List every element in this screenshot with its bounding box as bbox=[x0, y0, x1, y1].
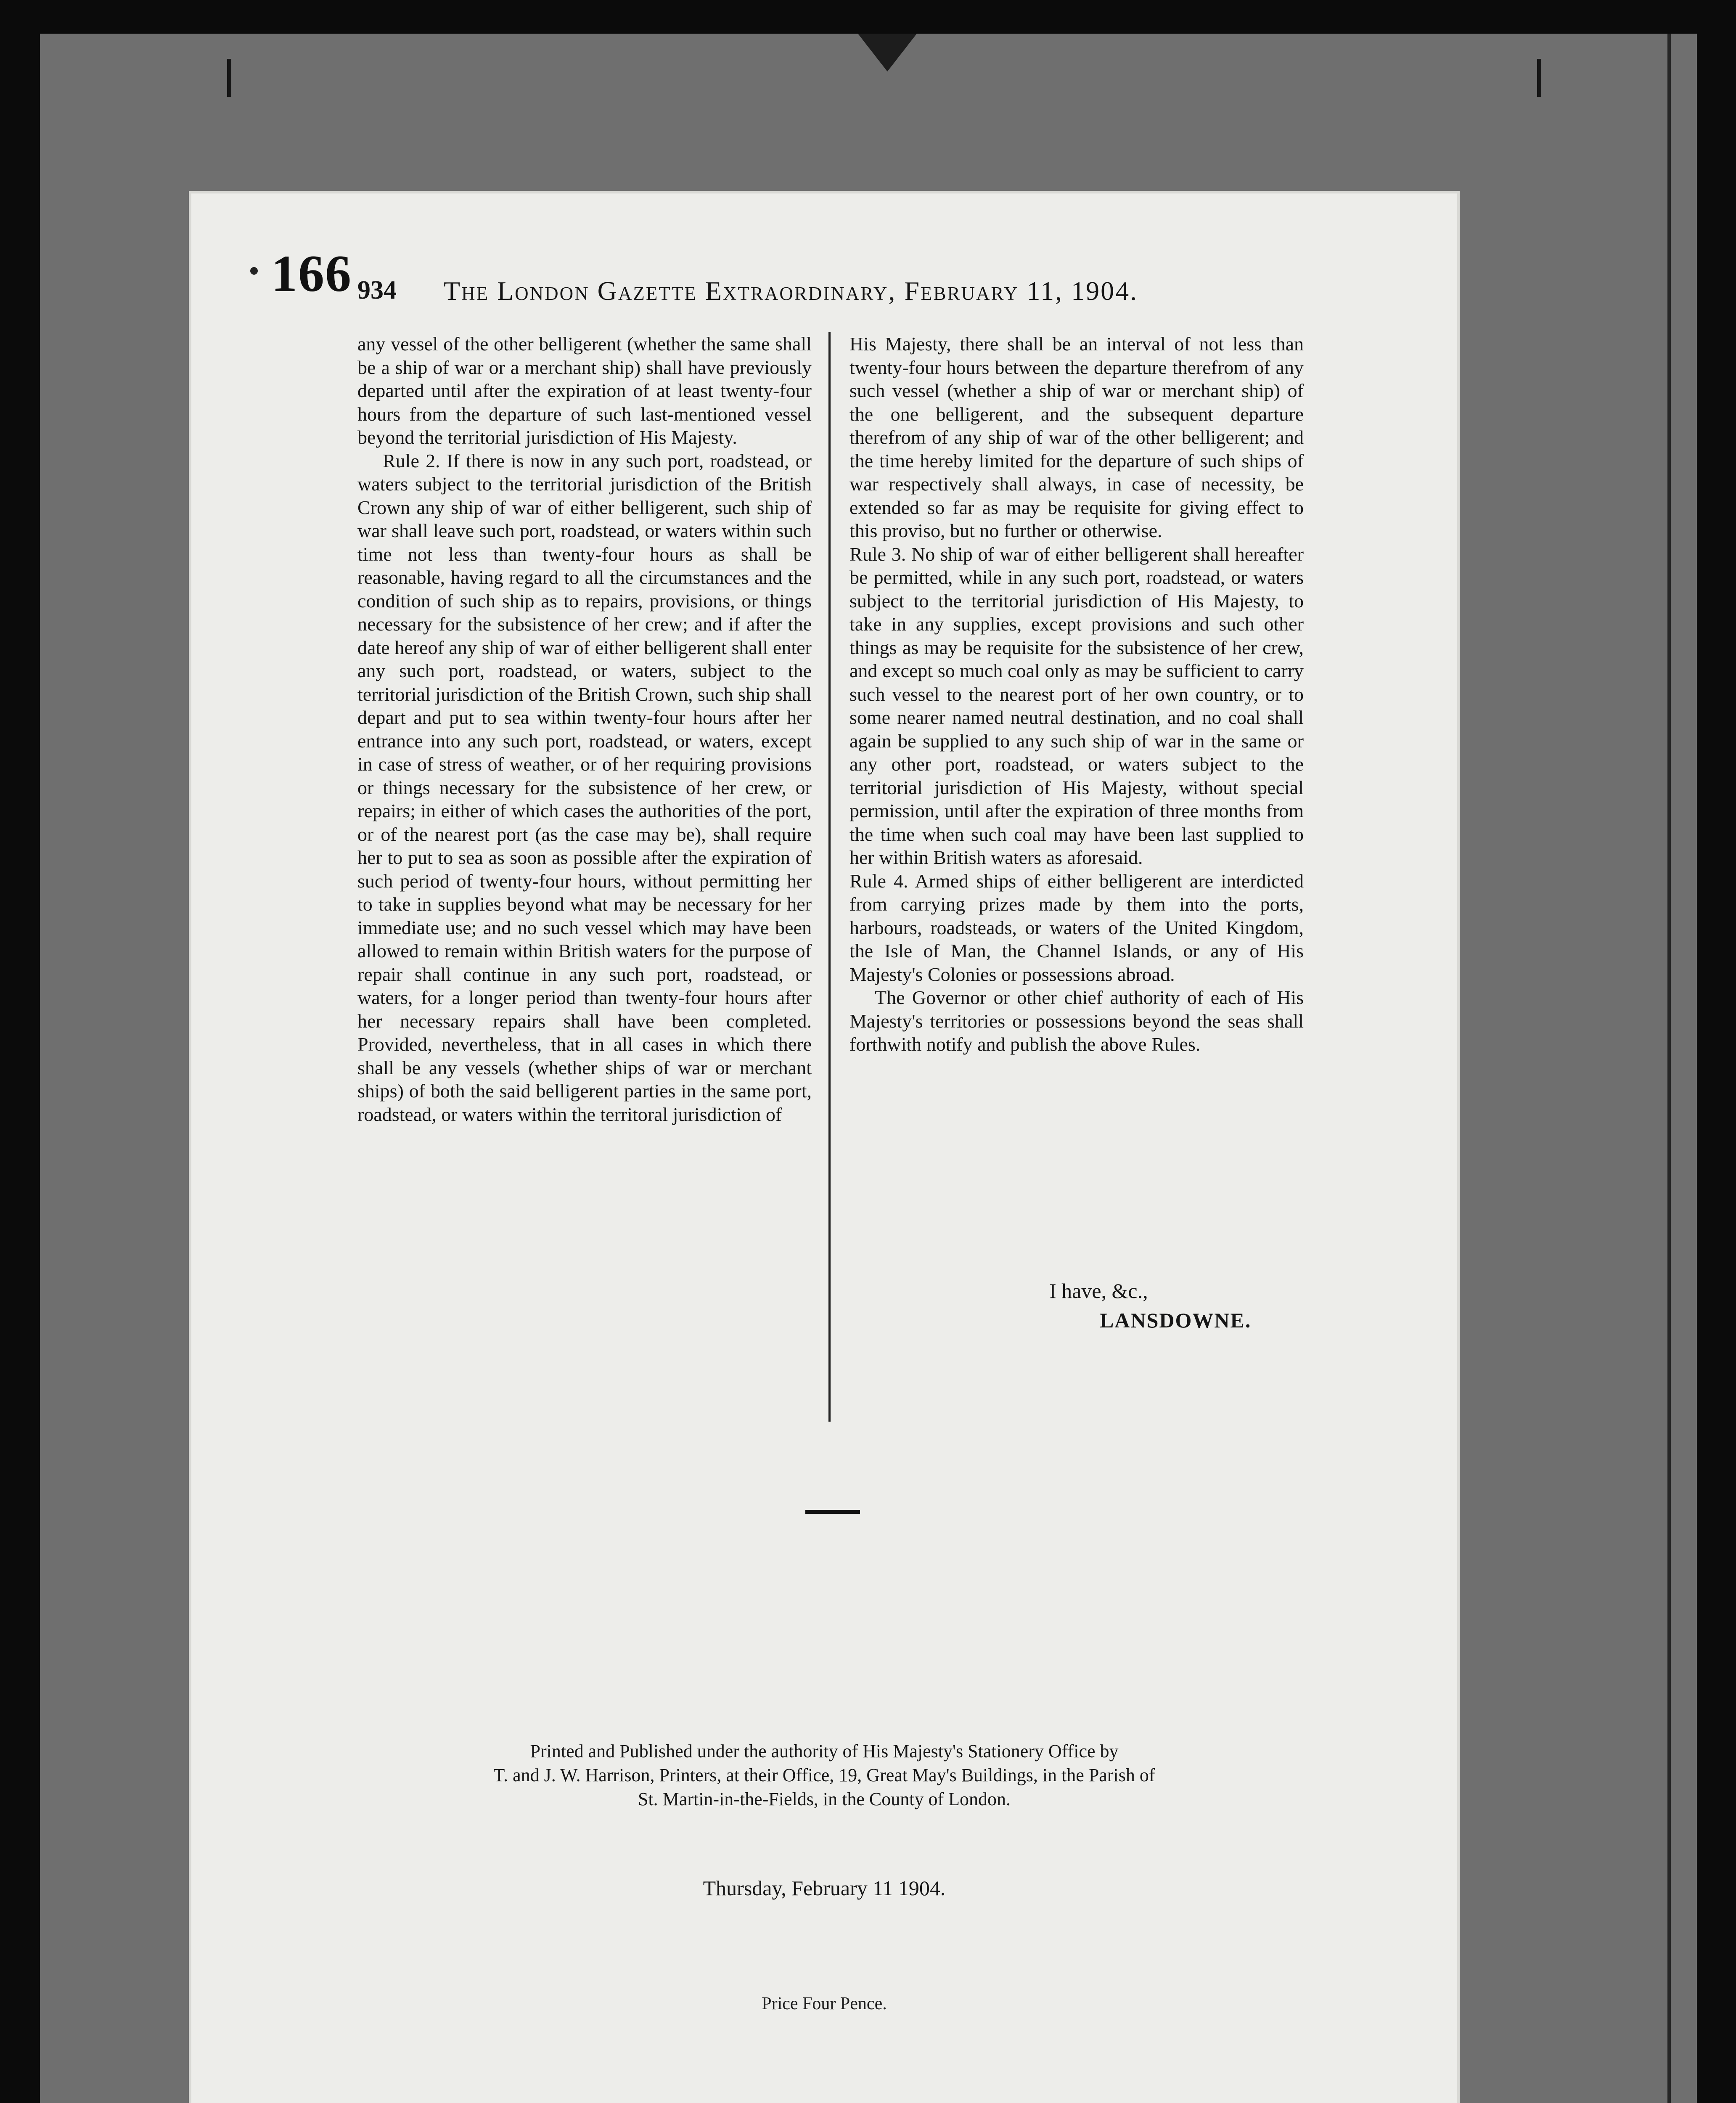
signoff-name: LANSDOWNE. bbox=[1100, 1308, 1252, 1332]
page-number: 934 bbox=[357, 276, 397, 305]
page-header bbox=[357, 275, 1451, 315]
section-rule bbox=[805, 1510, 860, 1514]
column-divider bbox=[828, 332, 831, 1422]
price: Price Four Pence. bbox=[762, 1994, 887, 2013]
stamp-mark bbox=[250, 267, 258, 275]
imprint-line: St. Martin-in-the-Fields, in the County of London. bbox=[638, 1789, 1011, 1809]
gazette-page bbox=[191, 193, 1457, 2103]
right-column bbox=[849, 332, 1304, 1056]
registration-mark-left bbox=[227, 59, 231, 97]
paragraph-rule-3: Rule 3. No ship of war of either belligerent shall hereafter be permitted, while in any such port, roadstead, or waters subject to the territorial jurisdiction of His Majesty, to take in any supplies, except provisions and such other things as may be requisite for the subsistence of her crew, and except so much coal only as may be sufficient to carry such vessel to the nearest port of her own country, or to some nearer named neutral destination, and no coal shall again be supplied to any such ship of war in the same or any other port, roadstead, or waters subject to the territorial jurisdiction of His Majesty, without special permission, until after the expiration of three months from the time when such coal may have been last supplied to her within British waters as aforesaid. bbox=[849, 543, 1304, 868]
paragraph-rule-2: Rule 2. If there is now in any such port, roadstead, or waters subject to the territorial jurisdiction of the British Crown any ship of war of either belligerent, such ship of war shall leave such port, roadstead, or waters within such time not less than twenty-four hours as shall be reasonable, having regard to all the circumstances and the condition of such ship as to repairs, provisions, or things necessary for the subsistence of her crew; and if after the date hereof any ship of war of either belligerent shall enter any such port, roadstead, or waters, subject to the territorial jurisdiction of the British Crown, such ship shall depart and put to sea within twenty-four hours after her entrance into any such port, roadstead, or waters, except in case of stress of weather, or of her requiring provisions or things necessary for the subsistence of her crew, or repairs; in either of which cases the authorities of the port, or of the nearest port (as the case may be), shall require her to put to sea as soon as possible after the expiration of such period of twenty-four hours, without permitting her to take in supplies beyond what may be necessary for her immediate use; and no such vessel which may have been allowed to remain within British waters for the purpose of repair shall continue in any such port, roadstead, or waters, for a longer period than twenty-four hours after her necessary repairs shall have been completed. Provided, nevertheless, that in all cases in which there shall be any vessels (whether ships of war or merchant ships) of both the said belligerent parties in the same port, roadstead, or waters within the territoral jurisdiction of bbox=[357, 450, 812, 1125]
paragraph: His Majesty, there shall be an interval of not less than twenty-four hours between the departure therefrom of any such vessel (whether a ship of war or merchant ship) of the one belligerent, and the subsequent departure therefrom of any ship of war of the other belligerent; and the time hereby limited for the departure of such ships of war respectively shall always, in case of necessity, be extended so far as may be requisite for giving effect to this proviso, but no further or otherwise. bbox=[849, 333, 1304, 541]
publication-date: Thursday, February 11 1904. bbox=[703, 1876, 946, 1900]
left-column bbox=[357, 332, 812, 1126]
gazette-title: The London Gazette Extraordinary, February 11, 1904. bbox=[444, 276, 1138, 306]
printer-imprint bbox=[376, 1739, 1272, 1811]
signoff-greeting: I have, &c., bbox=[1049, 1279, 1148, 1303]
folio-stamp: 166 bbox=[271, 245, 352, 302]
registration-mark-right bbox=[1537, 59, 1541, 97]
imprint-line: T. and J. W. Harrison, Printers, at their Office, 19, Great May's Buildings, in the Parish of bbox=[493, 1765, 1155, 1785]
paragraph: any vessel of the other belligerent (whether the same shall be a ship of war or a merchant ship) shall have previously departed until after the expiration of at least twenty-four hours from the departure of such last-mentioned vessel beyond the territorial jurisdiction of His Majesty. bbox=[357, 333, 812, 448]
paragraph-rule-4: Rule 4. Armed ships of either belligerent are interdicted from carrying prizes made by them into the ports, harbours, roadsteads, or waters of the United Kingdom, the Isle of Man, the Channel Islands, or any of His Majesty's Colonies or possessions abroad. bbox=[849, 870, 1304, 985]
registration-notch bbox=[858, 34, 917, 72]
imprint-line: Printed and Published under the authority of His Majesty's Stationery Office by bbox=[530, 1741, 1119, 1761]
paragraph-governor: The Governor or other chief authority of each of His Majesty's territories or possessions beyond the seas shall forthwith notify and publish the above Rules. bbox=[849, 987, 1304, 1055]
frame-edge bbox=[1667, 34, 1671, 2103]
